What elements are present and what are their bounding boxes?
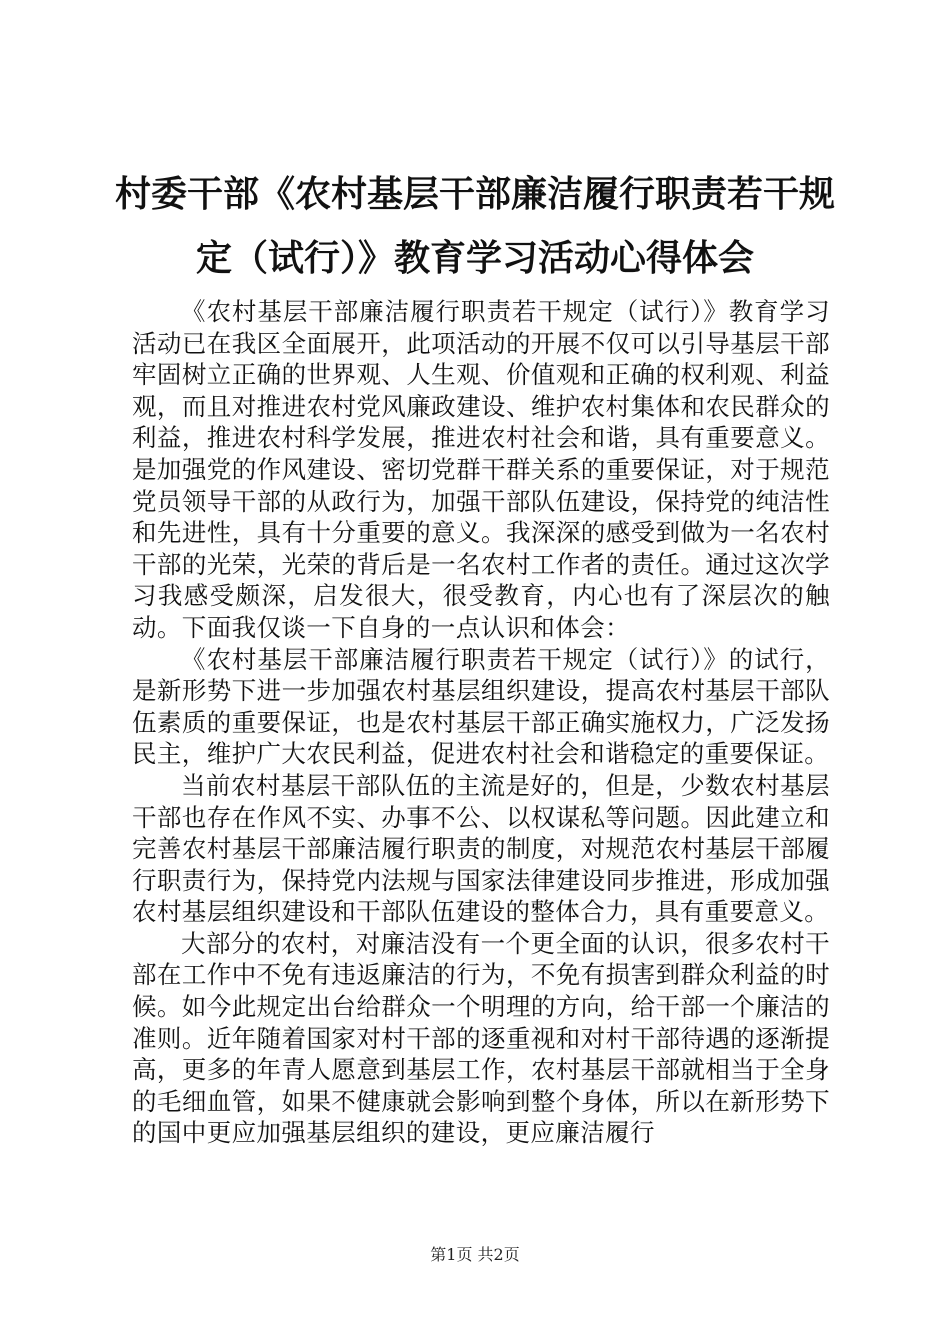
paragraph-1: 《农村基层干部廉洁履行职责若干规定（试行）》教育学习活动已在我区全面展开，此项活动的开展不仅可以引导基层干部牢固树立正确的世界观、人生观、价值观和正确的权利观、利益观，而且对推进农村党风廉政建设、维护农村集体和农民群众的利益，推进农村科学发展，推进农村社会和谐，具有重要意义。是加强党的作风建设、密切党群干群关系的重要保证，对于规范党员领导干部的从政行为，加强干部队伍建设，保持党的纯洁性和先进性，具有十分重要的意义。我深深的感受到做为一名农村干部的光荣，光荣的背后是一名农村工作者的责任。通过这次学习我感受颇深，启发很大，很受教育，内心也有了深层次的触动。下面我仅谈一下自身的一点认识和体会： <box>132 297 830 642</box>
paragraph-3: 当前农村基层干部队伍的主流是好的，但是，少数农村基层干部也存在作风不实、办事不公、以权谋私等问题。因此建立和完善农村基层干部廉洁履行职责的制度，对规范农村基层干部履行职责行为，保持党内法规与国家法律建设同步推进，形成加强农村基层组织建设和干部队伍建设的整体合力，具有重要意义。 <box>132 770 830 927</box>
paragraph-4: 大部分的农村，对廉洁没有一个更全面的认识，很多农村干部在工作中不免有违返廉洁的行为，不免有损害到群众利益的时候。如今此规定出台给群众一个明理的方向，给干部一个廉洁的准则。近年随着国家对村干部的逐重视和对村干部待遇的逐渐提高，更多的年青人愿意到基层工作，农村基层干部就相当于全身的毛细血管，如果不健康就会影响到整个身体，所以在新形势下的国中更应加强基层组织的建设，更应廉洁履行 <box>132 928 830 1148</box>
document-body <box>132 296 830 1186</box>
page-number-footer: 第1页 共2页 <box>430 1245 520 1264</box>
paragraph-2: 《农村基层干部廉洁履行职责若干规定（试行）》的试行，是新形势下进一步加强农村基层组织建设，提高农村基层干部队伍素质的重要保证，也是农村基层干部正确实施权力，广泛发扬民主，维护广大农民利益，促进农村社会和谐稳定的重要保证。 <box>132 644 830 769</box>
document-title: 村委干部《农村基层干部廉洁履行职责若干规定（试行）》教育学习活动心得体会 <box>114 173 835 279</box>
